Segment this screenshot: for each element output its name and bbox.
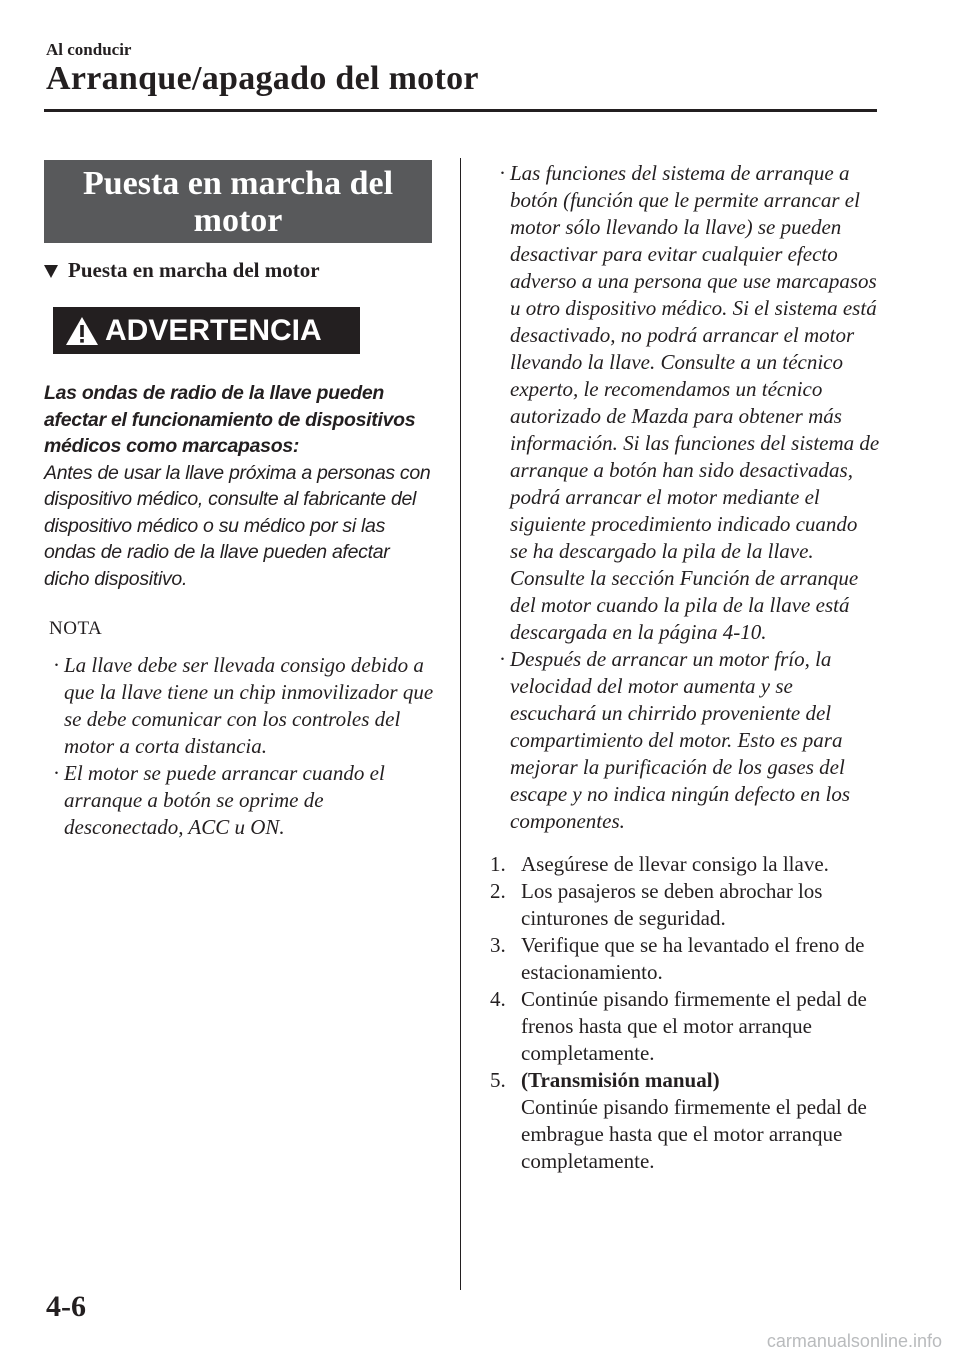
list-item-text: Las funciones del sistema de arranque a botón (función que le permite arrancar el motor sólo llevando la llave) se pueden desactivar para evitar cualquier efecto adverso a una persona que use marcapasos u otro dispositivo médico. Si el sistema está desactivado, no podrá arrancar el motor llevando la llave. Consulte a un técnico experto, le recomendamos un técnico autorizado de Mazda para obtener más información. Si las funciones del sistema de arranque a botón han sido desactivadas, podrá arrancar el motor mediante el siguiente procedimiento indicado cuando se ha descargado la pila de la llave. Consulte la sección Función de arranque del motor cuando la pila de la llave está descargada en la página 4-10. <box>510 161 880 644</box>
step-text: Verifique que se ha levantado el freno de estacionamiento. <box>521 933 865 984</box>
list-item-text: El motor se puede arrancar cuando el arranque a botón se oprime de desconectado, ACC u ON. <box>64 761 385 839</box>
bullet-dot-icon: · <box>499 647 506 671</box>
list-item-text: Después de arrancar un motor frío, la velocidad del motor aumenta y se escuchará un chirrido proveniente del compartimiento del motor. Esto es para mejorar la purificación de los gases del escape y no indica ningún defecto en los componentes. <box>510 647 850 833</box>
step-number: 3. <box>490 933 506 957</box>
step-item <box>490 851 880 878</box>
step-number: 2. <box>490 879 506 903</box>
step-text: Continúe pisando firmemente el pedal de frenos hasta que el motor arranque completamente. <box>521 987 867 1065</box>
topic-title: Puesta en marcha del motor <box>82 164 394 239</box>
page-title: Arranque/apagado del motor <box>46 60 479 97</box>
procedure-steps <box>490 851 880 1175</box>
warning-icon <box>65 316 99 346</box>
bullet-dot-icon: · <box>53 761 60 785</box>
step-item <box>490 986 880 1067</box>
watermark: carmanualsonline.info <box>766 1331 942 1351</box>
list-item <box>490 160 880 646</box>
nota-label: NOTA <box>49 618 103 639</box>
triangle-marker-icon <box>44 265 58 278</box>
step-number: 5. <box>490 1068 506 1092</box>
warning-text: Antes de usar la llave próxima a personas con dispositivo médico, consulte al fabricante del dispositivo médico o su médico por si las ondas de radio de la llave pueden afectar dicho dispositivo. <box>44 461 431 590</box>
bullet-dot-icon: · <box>53 653 60 677</box>
warning-label: ADVERTENCIA <box>105 313 322 347</box>
step-text: Asegúrese de llevar consigo la llave. <box>521 852 829 876</box>
list-item <box>44 760 434 841</box>
step-number: 4. <box>490 987 506 1011</box>
step-item <box>490 878 880 932</box>
warning-banner <box>53 307 360 354</box>
list-item-text: La llave debe ser llevada consigo debido a que la llave tiene un chip inmovilizador que se debe comunicar con los controles del motor a corta distancia. <box>64 653 434 758</box>
subheading-text: Puesta en marcha del motor <box>68 258 320 282</box>
topic-title-box <box>44 160 432 243</box>
list-item <box>490 646 880 835</box>
section-label: Al conducir <box>46 40 132 59</box>
step-number: 1. <box>490 852 506 876</box>
nota-list-continued <box>490 160 880 835</box>
left-column <box>44 160 434 841</box>
step-text: Continúe pisando firmemente el pedal de embrague hasta que el motor arranque completamente. <box>521 1095 867 1173</box>
step-text: Los pasajeros se deben abrochar los cinturones de seguridad. <box>521 879 823 930</box>
warning-body <box>44 380 434 592</box>
step-heading: (Transmisión manual) <box>521 1068 720 1092</box>
list-item <box>44 652 434 760</box>
header-rule <box>44 109 877 112</box>
page-number: 4-6 <box>46 1290 86 1323</box>
nota-list <box>44 652 434 841</box>
step-item <box>490 932 880 986</box>
bullet-dot-icon: · <box>499 161 506 185</box>
step-item <box>490 1067 880 1175</box>
column-divider <box>460 158 461 1290</box>
warning-bold-text: Las ondas de radio de la llave pueden afectar el funcionamiento de dispositivos médicos como marcapasos: <box>44 382 416 457</box>
right-column <box>490 160 880 1175</box>
subheading <box>44 258 434 283</box>
